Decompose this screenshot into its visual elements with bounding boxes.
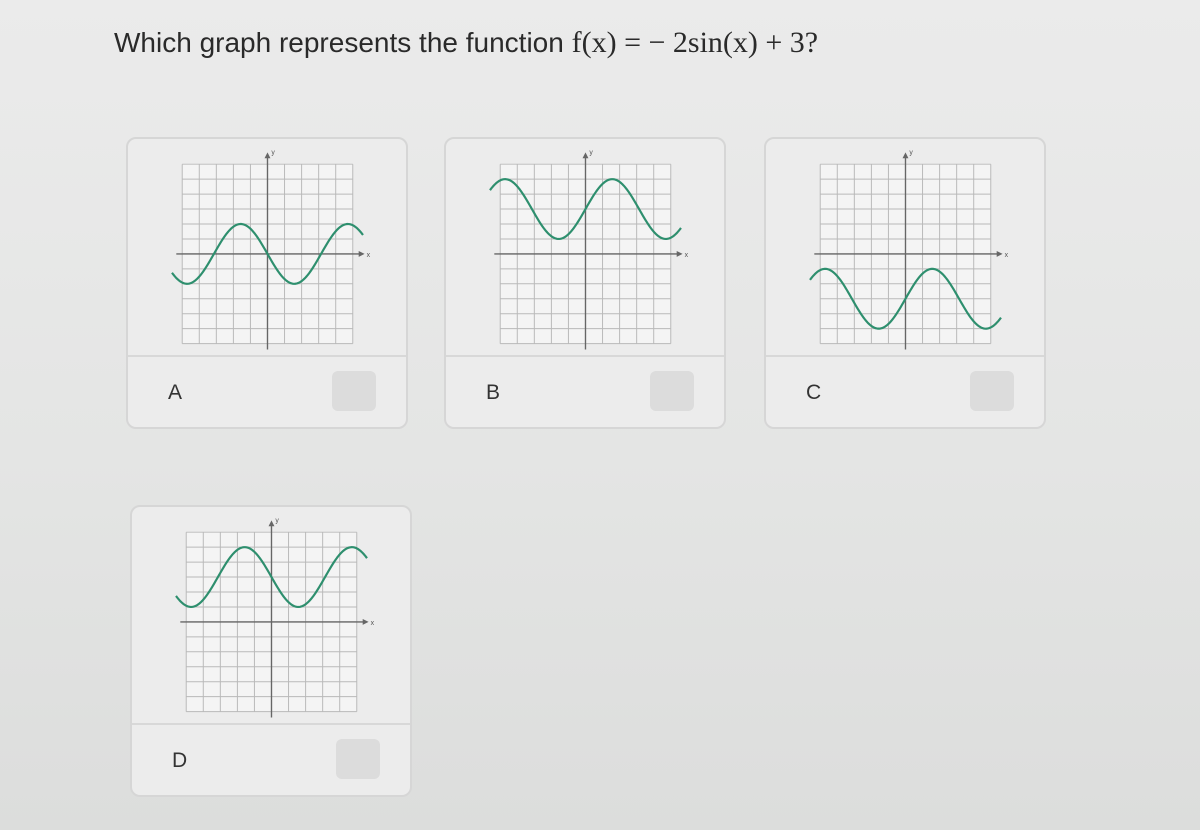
x-axis-arrow	[359, 251, 365, 257]
option-letter-c: C	[806, 381, 822, 404]
question-text	[114, 26, 818, 60]
y-axis-arrow	[583, 152, 589, 158]
graph-d	[132, 507, 410, 725]
graph-a	[128, 139, 406, 357]
y-axis-arrow	[903, 152, 909, 158]
graph-a-plot	[128, 139, 406, 355]
x-axis-label: x	[370, 619, 375, 627]
x-axis-arrow	[997, 251, 1003, 257]
question-prefix: Which graph represents the function	[114, 27, 572, 58]
y-axis-label: y	[275, 517, 279, 525]
x-axis-arrow	[677, 251, 683, 257]
y-axis-label: y	[271, 149, 275, 157]
answer-option-b[interactable]	[444, 137, 726, 429]
graph-d-plot	[132, 507, 410, 723]
y-axis-label: y	[909, 149, 913, 157]
graph-c-plot	[766, 139, 1044, 355]
x-axis-arrow	[363, 619, 369, 625]
y-axis-label: y	[589, 149, 593, 157]
option-letter-a: A	[168, 381, 183, 404]
x-axis-label: x	[366, 251, 371, 259]
y-axis-arrow	[265, 152, 271, 158]
answer-option-a[interactable]	[126, 137, 408, 429]
option-letter-d: D	[172, 749, 188, 772]
graph-c	[766, 139, 1044, 357]
answer-option-d[interactable]	[130, 505, 412, 797]
option-letter-b: B	[486, 381, 501, 404]
select-checkbox-b[interactable]	[650, 371, 694, 411]
function-expression: f(x) = − 2sin(x) + 3?	[571, 26, 819, 59]
graph-b-plot	[446, 139, 724, 355]
x-axis-label: x	[1004, 251, 1009, 259]
select-checkbox-a[interactable]	[332, 371, 376, 411]
select-checkbox-c[interactable]	[970, 371, 1014, 411]
x-axis-label: x	[684, 251, 689, 259]
graph-b	[446, 139, 724, 357]
select-checkbox-d[interactable]	[336, 739, 380, 779]
y-axis-arrow	[269, 520, 275, 526]
answer-option-c[interactable]	[764, 137, 1046, 429]
